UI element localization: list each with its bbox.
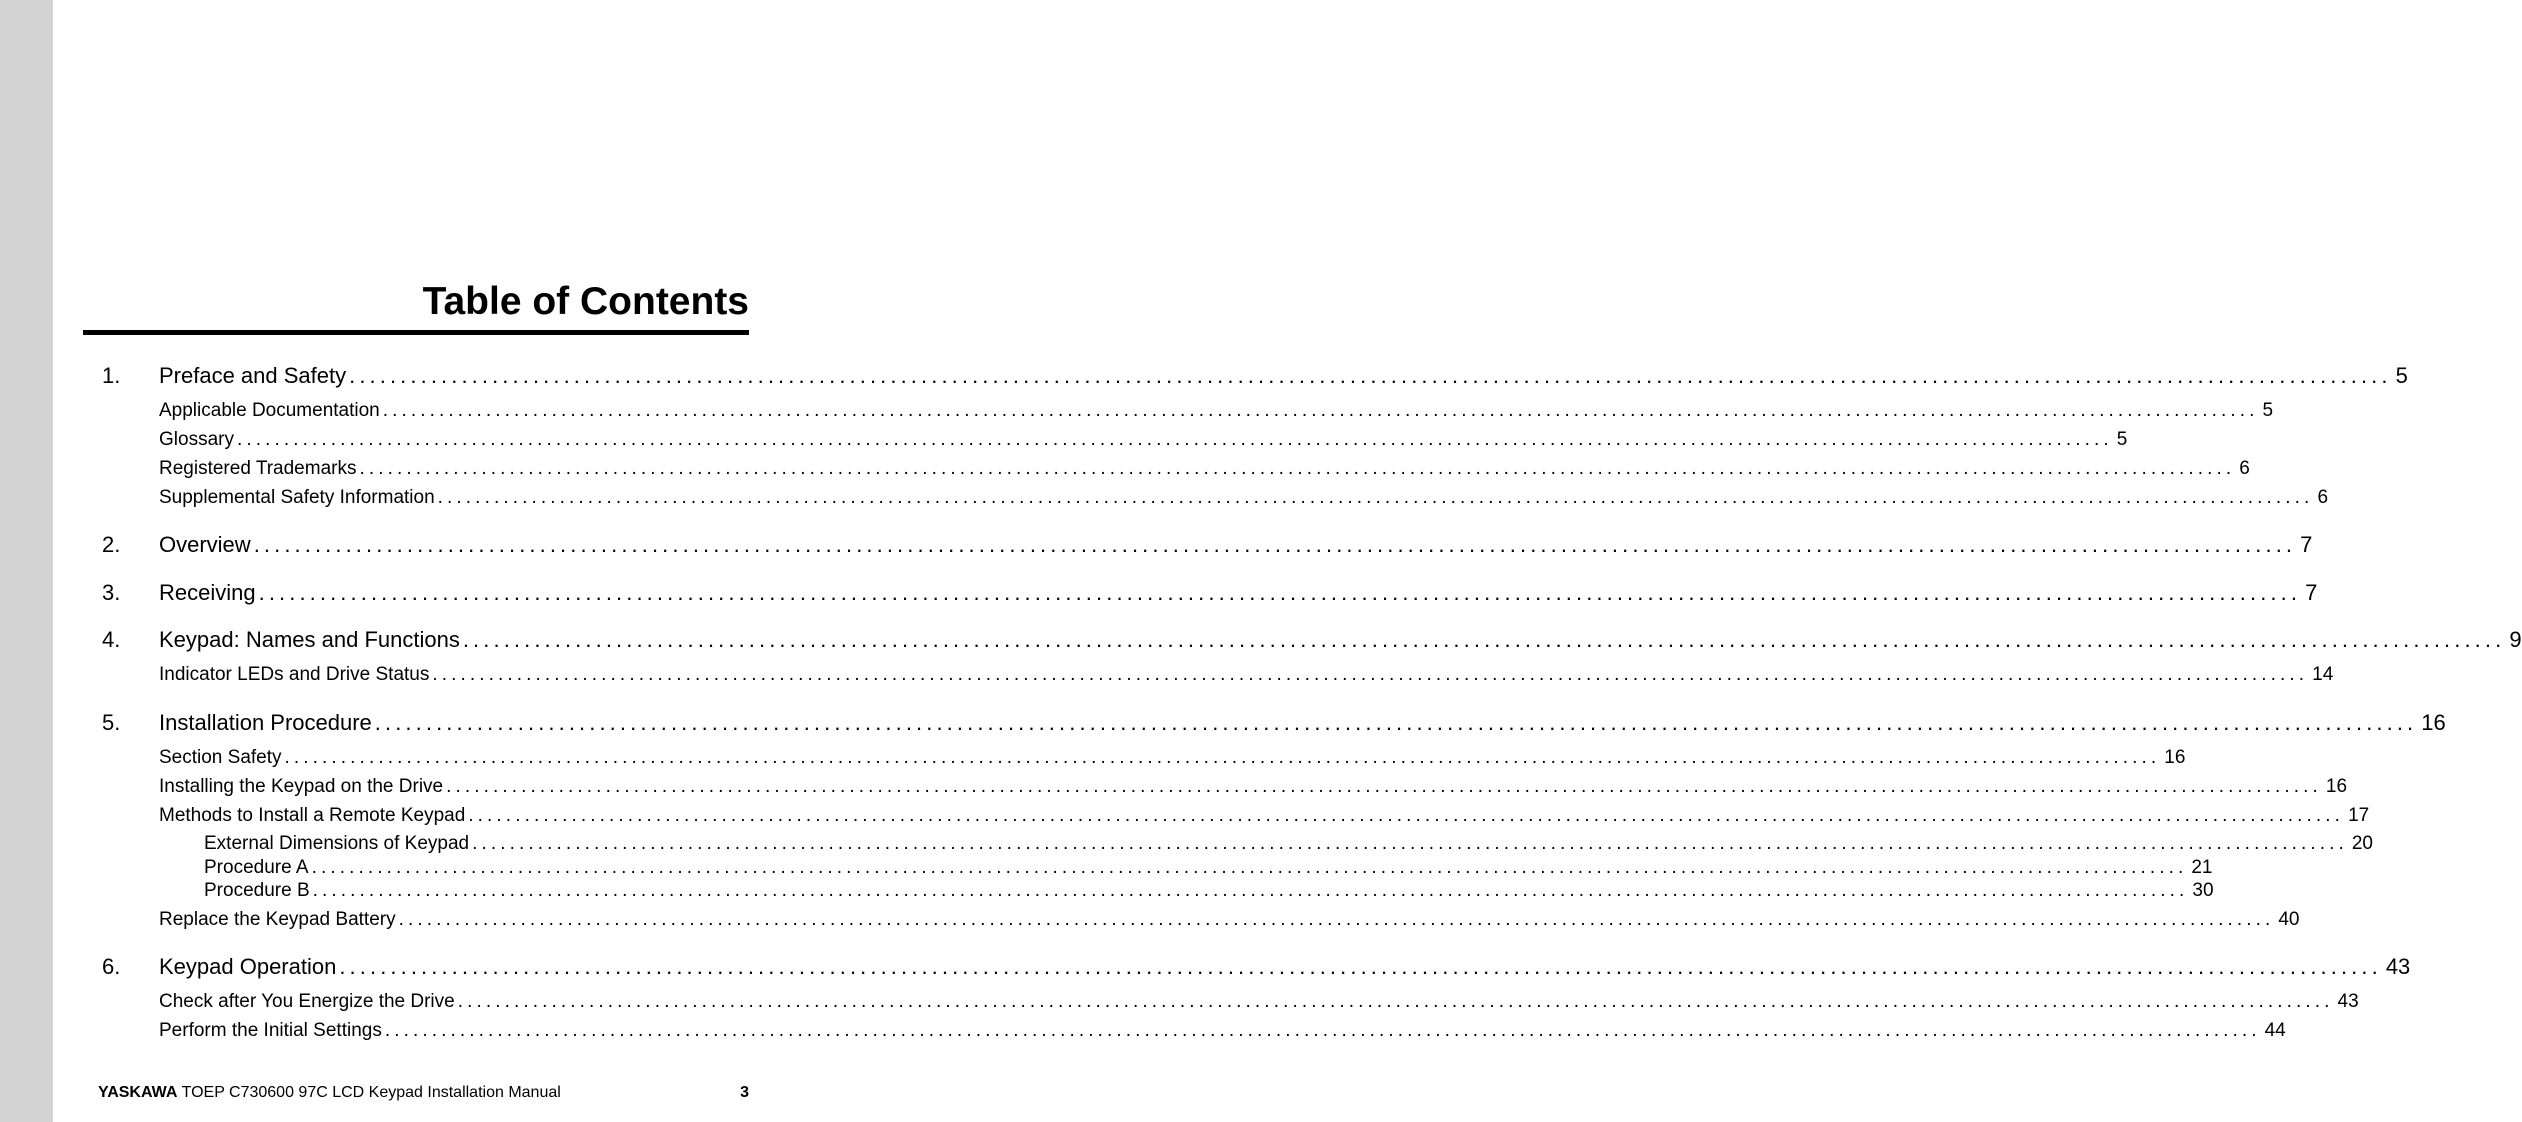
toc-dot-leader: ........................................................................................................................................................................................................ xyxy=(432,664,2309,685)
toc-page-number: 44 xyxy=(2264,1020,2286,1041)
toc-chapter-number: 6. xyxy=(102,954,121,979)
toc-page-number: 40 xyxy=(2278,909,2300,930)
footer-brand: YASKAWA xyxy=(98,1084,178,1101)
toc-page-number: 6 xyxy=(2239,458,2250,479)
toc-page-number: 6 xyxy=(2317,487,2329,508)
toc-chapter-number: 4. xyxy=(102,627,121,652)
toc-page-number: 5 xyxy=(2116,429,2128,450)
toc-entry-label: Check after You Energize the Drive xyxy=(159,991,455,1012)
toc-entry-label: Installing the Keypad on the Drive xyxy=(159,776,444,797)
toc-page-number: 43 xyxy=(2385,954,2411,979)
toc-dot-leader: ........................................................................................................................................................................................................ xyxy=(398,909,2275,930)
toc-dot-leader: ........................................................................................................................................................................................................ xyxy=(457,991,2334,1012)
toc-dot-leader: ........................................................................................................................................................................................................ xyxy=(284,747,2161,768)
toc-dot-leader: ........................................................................................................................................................................................................ xyxy=(382,400,2259,421)
toc-dot-leader: ........................................................................................................................................................................................................ xyxy=(446,776,2322,797)
toc-page-number: 17 xyxy=(2348,805,2370,826)
toc-dot-leader: ........................................................................................................................................................................................................ xyxy=(311,857,2188,878)
page-footer xyxy=(98,1082,749,1104)
toc-entry-label: Preface and Safety xyxy=(159,363,347,388)
toc-entry-label: Procedure B xyxy=(204,880,310,901)
toc-entry-label: Applicable Documentation xyxy=(159,400,380,421)
toc-page-number: 43 xyxy=(2337,991,2359,1012)
toc-dot-leader: ........................................................................................................................................................................................................ xyxy=(437,487,2314,508)
toc-page-number: 21 xyxy=(2191,857,2213,878)
toc-section-row[interactable] xyxy=(159,485,2329,511)
toc-page-number: 16 xyxy=(2164,747,2186,768)
toc-entry-label: Indicator LEDs and Drive Status xyxy=(159,664,430,685)
toc-chapter-row[interactable] xyxy=(102,530,2313,560)
toc-dot-leader: ........................................................................................................................................................................................................ xyxy=(253,532,2297,557)
toc-page-number: 9 xyxy=(2509,627,2522,652)
toc-page-number: 16 xyxy=(2325,776,2348,797)
toc-section-row[interactable] xyxy=(159,662,2334,688)
toc-page-number: 16 xyxy=(2421,710,2446,735)
toc-entry-label: Registered Trademarks xyxy=(159,458,357,479)
toc-entry-label: Glossary xyxy=(159,429,234,450)
toc-page-number: 5 xyxy=(2262,400,2274,421)
toc-page-number: 14 xyxy=(2312,664,2334,685)
toc-dot-leader: ........................................................................................................................................................................................................ xyxy=(472,833,2348,854)
toc-entry-label: Installation Procedure xyxy=(159,710,372,735)
toc-section-row[interactable] xyxy=(159,989,2359,1015)
toc-dot-leader: ........................................................................................................................................................................................................ xyxy=(374,710,2418,735)
toc-section-row[interactable] xyxy=(159,398,2274,424)
toc-entry-label: Methods to Install a Remote Keypad xyxy=(159,805,466,826)
toc-entry-label: Perform the Initial Settings xyxy=(159,1020,382,1041)
toc-entry-label: Keypad Operation xyxy=(159,954,337,979)
toc-subsection-row[interactable] xyxy=(204,856,2213,880)
footer-page-number: 3 xyxy=(740,1084,749,1101)
toc-chapter-row[interactable] xyxy=(102,361,2408,391)
toc-dot-leader: ........................................................................................................................................................................................................ xyxy=(349,363,2392,388)
toc-dot-leader: ........................................................................................................................................................................................................ xyxy=(236,429,2113,450)
toc-dot-leader: ........................................................................................................................................................................................................ xyxy=(468,805,2345,826)
toc-page-number: 20 xyxy=(2351,833,2373,854)
toc-chapter-row[interactable] xyxy=(102,578,2318,608)
toc-chapter-row[interactable] xyxy=(102,952,2411,982)
toc-section-row[interactable] xyxy=(159,907,2300,933)
toc-dot-leader: ........................................................................................................................................................................................................ xyxy=(462,627,2506,652)
toc-entry-label: Replace the Keypad Battery xyxy=(159,909,396,930)
toc-page-number: 7 xyxy=(2300,532,2313,557)
toc-section-row[interactable] xyxy=(159,427,2128,453)
toc-page-number: 5 xyxy=(2395,363,2408,388)
toc-chapter-number: 1. xyxy=(102,363,121,388)
page-title: Table of Contents xyxy=(422,280,749,323)
toc-page-number: 30 xyxy=(2192,880,2214,901)
toc-entry-label: Overview xyxy=(159,532,251,557)
toc-entry-label: Section Safety xyxy=(159,747,282,768)
toc-subsection-row[interactable] xyxy=(204,879,2214,903)
toc-section-row[interactable] xyxy=(159,745,2186,771)
toc-page-number: 7 xyxy=(2305,580,2318,605)
toc-entry-label: Supplemental Safety Information xyxy=(159,487,435,508)
toc-chapter-number: 3. xyxy=(102,580,121,605)
toc-dot-leader: ........................................................................................................................................................................................................ xyxy=(258,580,2302,605)
toc-chapter-row[interactable] xyxy=(102,625,2522,655)
toc-entry-label: Keypad: Names and Functions xyxy=(159,627,460,652)
toc-section-row[interactable] xyxy=(159,456,2250,482)
footer-doc-title: TOEP C730600 97C LCD Keypad Installation Manual xyxy=(181,1084,561,1101)
toc-dot-leader: ........................................................................................................................................................................................................ xyxy=(312,880,2189,901)
toc-chapter-number: 5. xyxy=(102,710,121,735)
toc-subsection-row[interactable] xyxy=(204,832,2373,856)
toc-section-row[interactable] xyxy=(159,774,2348,800)
toc-entry-label: Procedure A xyxy=(204,857,309,878)
footer-manual-title xyxy=(98,1082,561,1104)
toc-section-row[interactable] xyxy=(159,803,2370,829)
toc-chapter-row[interactable] xyxy=(102,708,2446,738)
toc-dot-leader: ........................................................................................................................................................................................................ xyxy=(384,1020,2261,1041)
toc-dot-leader: ........................................................................................................................................................................................................ xyxy=(339,954,2382,979)
toc-chapter-number: 2. xyxy=(102,532,121,557)
toc-entry-label: External Dimensions of Keypad xyxy=(204,833,470,854)
toc-entry-label: Receiving xyxy=(159,580,256,605)
toc-dot-leader: ........................................................................................................................................................................................................ xyxy=(359,458,2236,479)
toc-section-row[interactable] xyxy=(159,1018,2286,1044)
